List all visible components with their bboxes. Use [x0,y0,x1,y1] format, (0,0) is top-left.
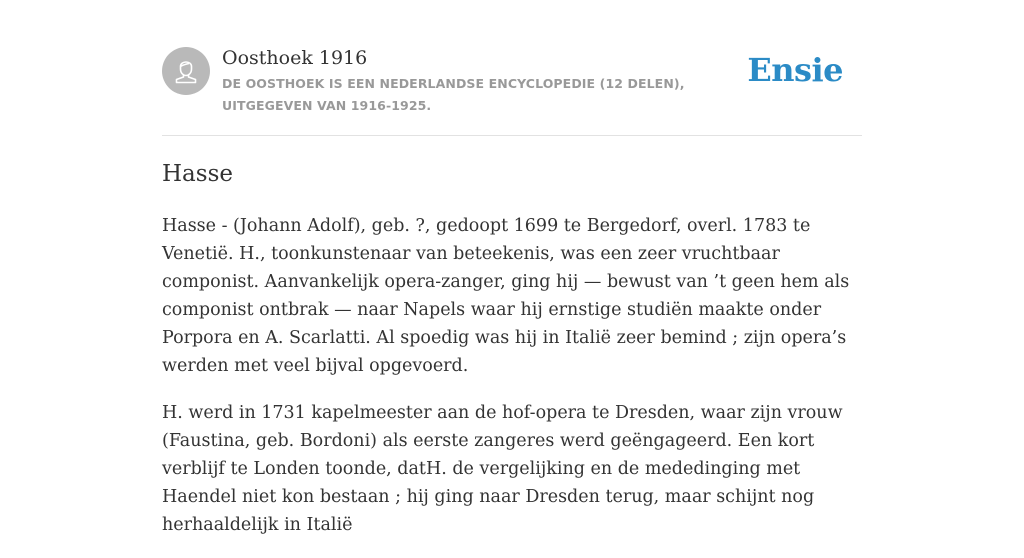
user-avatar-icon[interactable] [162,47,210,95]
entry-paragraph: H. werd in 1731 kapelmeester aan de hof-opera te Dresden, waar zijn vrouw (Faustina, geb. Bordoni) als eerste zangeres werd geëngageerd. Een kort verblijf te Londen toonde, datH. de vergelijking en de mededinging met Haendel niet kon bestaan ; hij ging naar Dresden terug, maar schijnt nog herhaaldelijk in Italië [162,403,843,535]
ensie-logo[interactable]: Ensie [747,51,843,89]
entry-title: Hasse [162,161,233,187]
header-divider [162,135,862,136]
source-description: DE OOSTHOEK IS EEN NEDERLANDSE ENCYCLOPEDIE (12 DELEN), UITGEGEVEN VAN 1916-1925. [222,76,685,113]
entry-body [162,212,862,558]
entry-paragraph: Hasse - (Johann Adolf), geb. ?, gedoopt 1699 te Bergedorf, overl. 1783 te Venetië. H., toonkunstenaar van beteekenis, was een zeer vruchtbaar componist. Aanvankelijk opera-zanger, ging hij — bewust van ’t geen hem als componist ontbrak — naar Napels waar hij ernstige studiën maakte onder Porpora en A. Scarlatti. Al spoedig was hij in Italië zeer bemind ; zijn opera’s werden met veel bijval opgevoerd. [162,216,850,376]
source-header [162,46,862,134]
source-title[interactable]: Oosthoek 1916 [222,47,368,69]
